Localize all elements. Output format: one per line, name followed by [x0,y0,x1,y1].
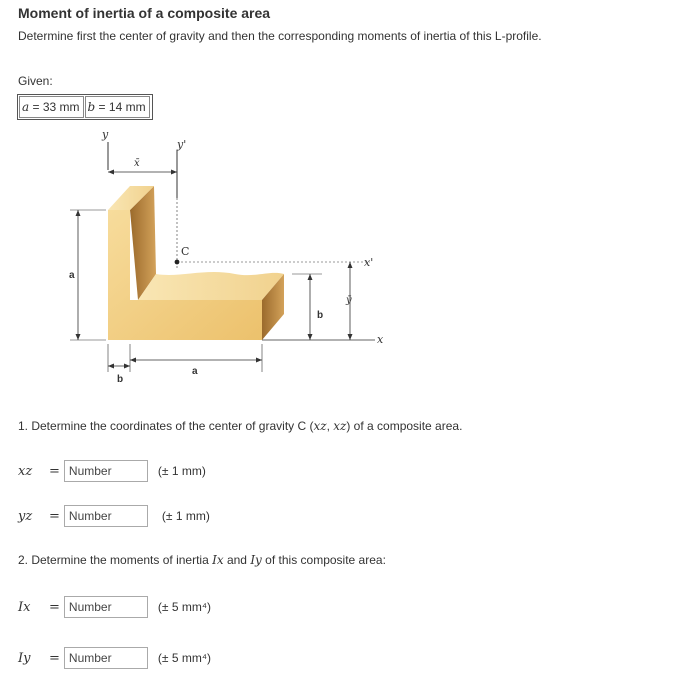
given-b-value: = 14 mm [98,100,146,114]
tolerance-iy: (± 5 mm⁴) [157,651,211,665]
answer-row-yz [18,505,210,527]
answer-row-xz [18,460,206,482]
xbar-arrow-left [108,170,114,175]
answer-equals: = [49,599,60,615]
answer-row-iy [18,647,211,669]
answer-label-xz: xz [18,463,33,479]
answer-label-yz: yz [18,508,33,524]
answer-equals: = [49,650,60,666]
b-right-label: b [317,310,324,321]
problem-description: Determine first the center of gravity and then the corresponding moments of inertia of this L-profile. [18,29,542,43]
yz-input[interactable] [64,505,148,527]
tolerance-ix: (± 5 mm⁴) [157,600,211,614]
a-bottom-label: a [192,366,198,377]
question-2-mid: and [223,553,251,567]
a-left-arrow-top [76,210,81,216]
l-profile-body [108,186,284,340]
given-b-cell [85,96,150,118]
given-a-cell [19,96,84,118]
given-values-table [17,94,153,120]
question-2-var1: Ix [212,553,224,567]
xz-input[interactable] [64,460,148,482]
question-1-prefix: 1. Determine the coordinates of the center of gravity C ( [18,419,314,433]
page-title: Moment of inertia of a composite area [18,5,271,21]
b-bottom-arrow-right [124,364,130,369]
answer-equals: = [49,508,60,524]
ybar-arrow-bottom [348,334,353,340]
b-right-arrow-top [308,274,313,280]
given-label: Given: [18,74,53,88]
x-axis-label: x [377,333,384,346]
centroid-label: C [181,245,190,258]
horizontal-leg-top [138,272,284,300]
a-left-arrow-bottom [76,334,81,340]
iy-input[interactable] [64,647,148,669]
question-1-var1: xz [313,419,327,433]
a-left-label: a [69,270,75,281]
question-2 [18,553,386,567]
given-a-name: a [22,100,30,114]
b-right-arrow-bottom [308,334,313,340]
xprime-axis-label: x' [364,256,374,269]
b-bottom-label: b [117,374,124,385]
yprime-axis-label: y' [177,138,187,151]
question-1-suffix: ) of a composite area. [346,419,463,433]
question-2-var2: Iy [250,553,262,567]
xbar-arrow-right [171,170,177,175]
question-1-var2: xz [333,419,347,433]
xbar-label: x̄ [134,158,140,169]
tolerance-yz: (± 1 mm) [161,509,210,523]
y-axis-label: y [102,128,109,141]
ix-input[interactable] [64,596,148,618]
answer-row-ix [18,596,211,618]
b-bottom-arrow-left [108,364,114,369]
l-profile-figure [30,128,410,390]
ybar-arrow-top [348,262,353,268]
given-b-name: b [87,100,96,114]
a-bottom-arrow-right [256,358,262,363]
question-1 [18,419,462,433]
answer-label-ix: Ix [18,599,31,615]
question-2-prefix: 2. Determine the moments of inertia [18,553,213,567]
a-bottom-arrow-left [130,358,136,363]
given-a-value: = 33 mm [32,100,80,114]
answer-equals: = [49,463,60,479]
ybar-label: ȳ [346,295,352,306]
tolerance-xz: (± 1 mm) [157,464,206,478]
question-2-suffix: of this composite area: [261,553,386,567]
answer-label-iy: Iy [18,650,31,666]
question-1-sep: , [326,419,334,433]
